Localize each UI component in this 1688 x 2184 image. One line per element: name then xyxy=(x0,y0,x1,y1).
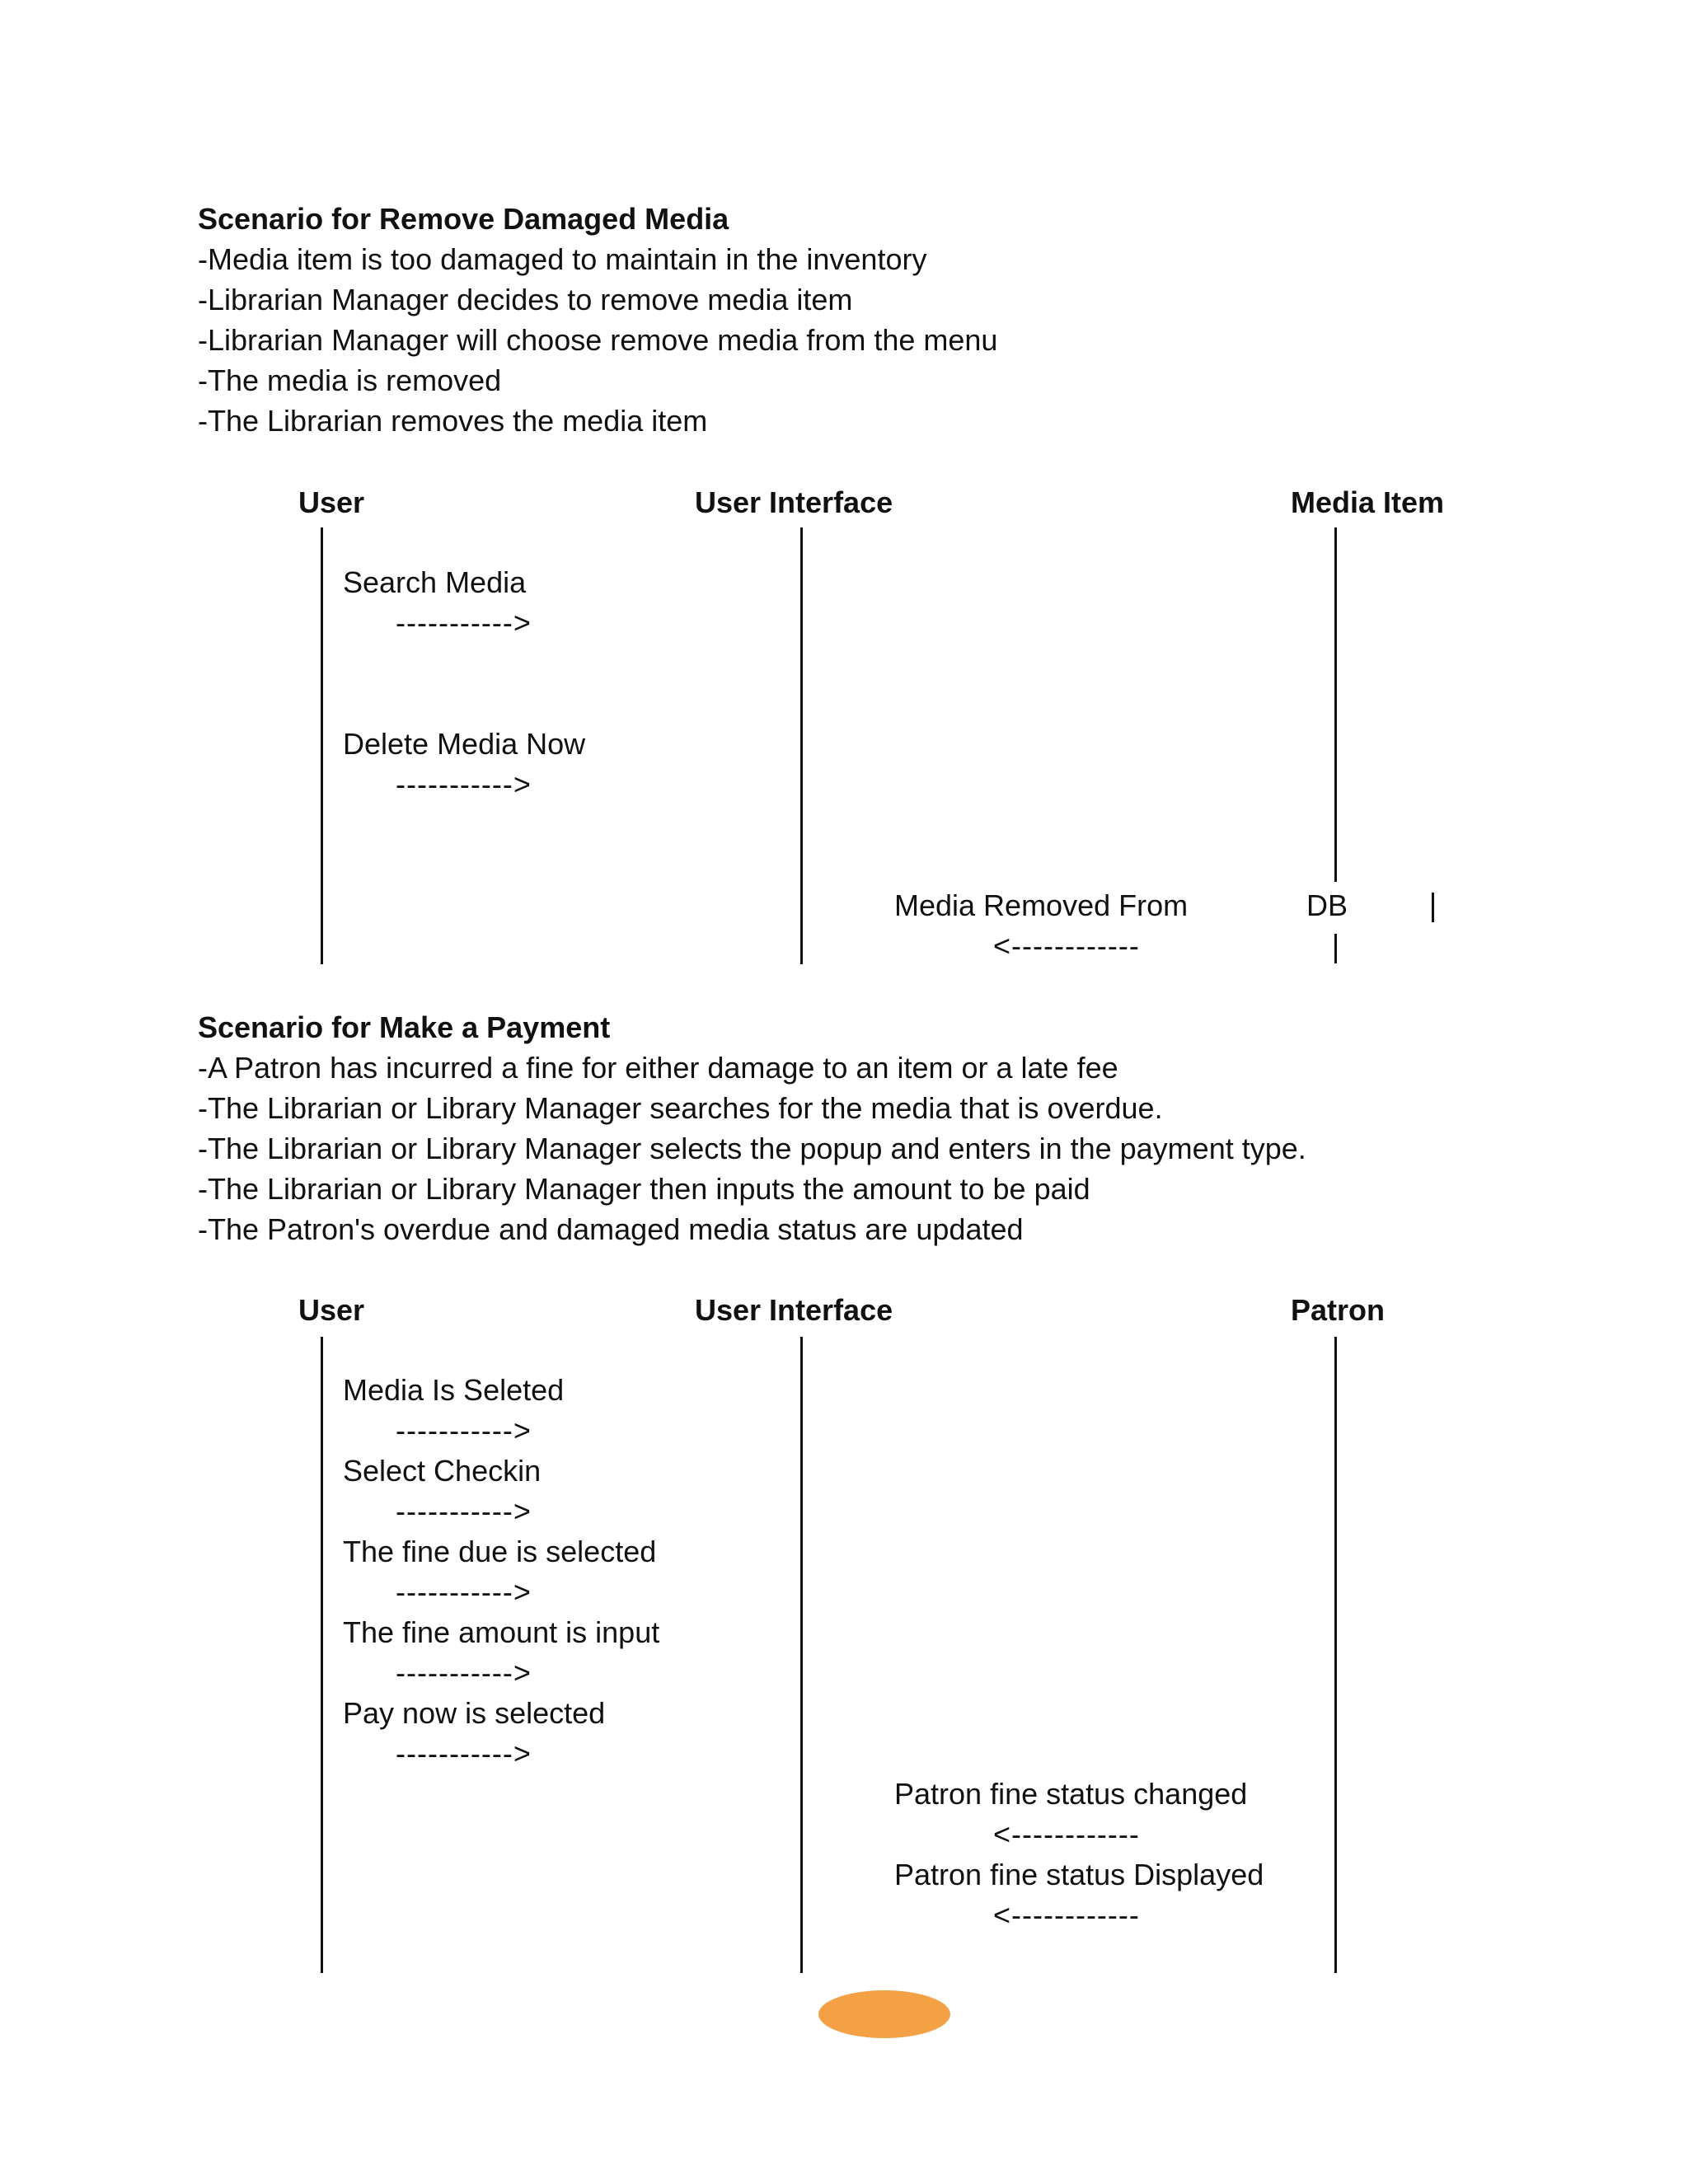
lifeline-user-interface xyxy=(800,527,803,964)
lifeline-header-user-interface: User Interface xyxy=(695,485,893,519)
message-delete-media-now: Delete Media Now xyxy=(343,727,586,761)
arrow-right: -----------> xyxy=(396,1656,532,1690)
scenario-step: -The Librarian removes the media item xyxy=(198,404,708,438)
section-title-make-a-payment: Scenario for Make a Payment xyxy=(198,1010,611,1044)
message-patron-fine-status-displayed: Patron fine status Displayed xyxy=(894,1858,1264,1891)
arrow-right: -----------> xyxy=(396,1575,532,1609)
lifeline-header-user: User xyxy=(298,485,365,519)
lifeline-header-patron: Patron xyxy=(1291,1293,1386,1327)
section-title-remove-damaged-media: Scenario for Remove Damaged Media xyxy=(198,202,729,236)
lifeline-user-interface xyxy=(800,1337,803,1973)
lifeline-header-user-interface: User Interface xyxy=(695,1293,893,1327)
lifeline-user xyxy=(321,527,323,964)
message-media-removed-from: Media Removed From xyxy=(894,888,1189,922)
scenario-step: -A Patron has incurred a fine for either damage to an item or a late fee xyxy=(198,1051,1118,1085)
lifeline-header-user: User xyxy=(298,1293,365,1327)
arrow-right: -----------> xyxy=(396,1736,532,1770)
lifeline-media-item-end xyxy=(1334,934,1337,963)
scenario-step: -Librarian Manager decides to remove media item xyxy=(198,283,853,316)
message-fine-amount-input: The fine amount is input xyxy=(343,1615,660,1649)
scenario-step: -The media is removed xyxy=(198,363,502,397)
arrow-right: -----------> xyxy=(396,767,532,801)
lifeline-patron xyxy=(1334,1337,1337,1973)
scenario-step: -The Librarian or Library Manager then inputs the amount to be paid xyxy=(198,1172,1090,1206)
scenario-step: -The Librarian or Library Manager selects the popup and enters in the payment type. xyxy=(198,1132,1306,1165)
arrow-right: -----------> xyxy=(396,606,532,640)
arrow-left: <------------ xyxy=(993,929,1140,963)
message-select-checkin: Select Checkin xyxy=(343,1454,542,1488)
scenario-step: -The Librarian or Library Manager searches for the media that is overdue. xyxy=(198,1091,1163,1125)
lifeline-user xyxy=(321,1337,323,1973)
message-db-label: DB xyxy=(1306,888,1348,922)
message-search-media: Search Media xyxy=(343,565,527,599)
scenario-step: -Librarian Manager will choose remove media from the menu xyxy=(198,323,998,357)
lifeline-media-item xyxy=(1334,527,1337,882)
arrow-right: -----------> xyxy=(396,1494,532,1528)
scenario-step: -Media item is too damaged to maintain in the inventory xyxy=(198,242,927,276)
message-patron-fine-status-changed: Patron fine status changed xyxy=(894,1777,1248,1811)
message-fine-due-selected: The fine due is selected xyxy=(343,1535,657,1568)
arrow-right: -----------> xyxy=(396,1413,532,1447)
message-pay-now-selected: Pay now is selected xyxy=(343,1696,606,1730)
arrow-left: <------------ xyxy=(993,1817,1140,1851)
scenario-step: -The Patron's overdue and damaged media status are updated xyxy=(198,1212,1024,1246)
lifeline-media-item-offset xyxy=(1432,893,1434,922)
orange-highlight-mark xyxy=(818,1990,950,2038)
arrow-left: <------------ xyxy=(993,1898,1140,1932)
lifeline-header-media-item: Media Item xyxy=(1291,485,1445,519)
message-media-is-selected: Media Is Seleted xyxy=(343,1373,565,1407)
